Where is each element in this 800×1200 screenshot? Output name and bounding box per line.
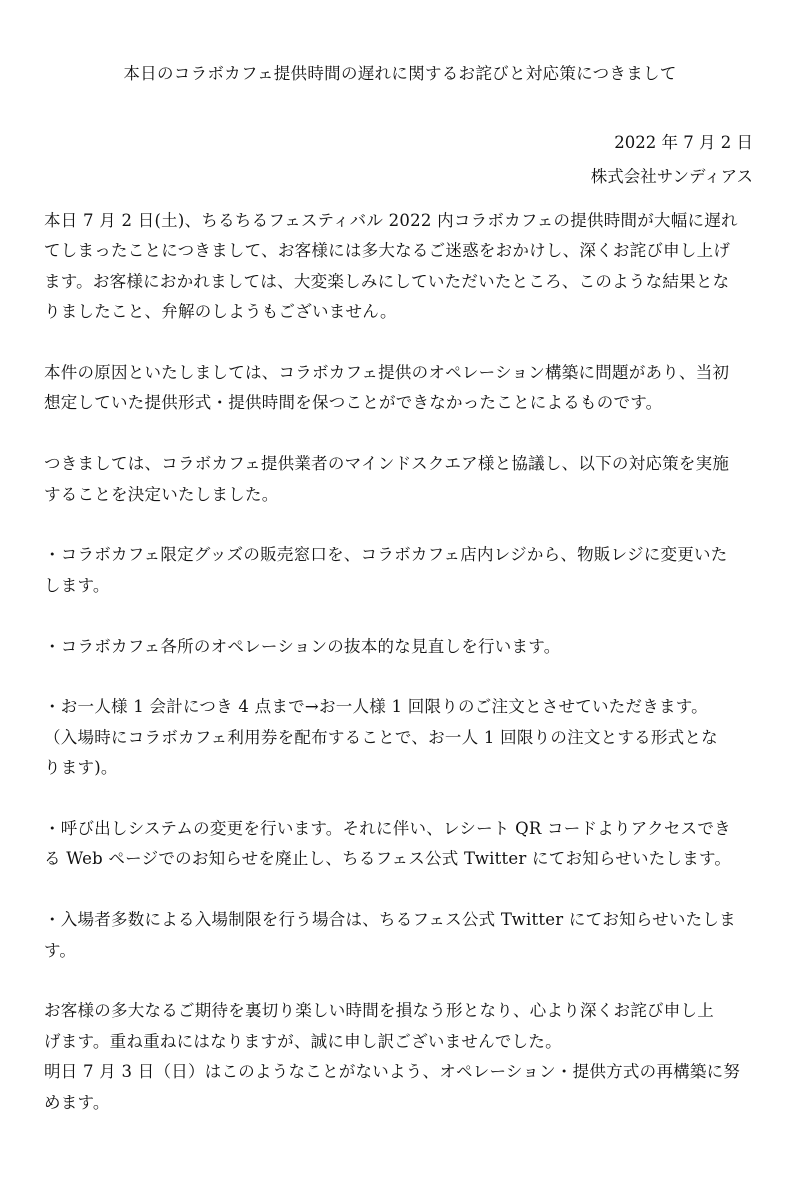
paragraph-line: る Web ページでのお知らせを廃止し、ちるフェス公式 Twitter にてお知らせいたします。 bbox=[44, 849, 732, 869]
paragraph-line: ります)。 bbox=[44, 758, 118, 778]
notice-body bbox=[44, 206, 760, 1118]
paragraph-line: （入場時にコラボカフェ利用券を配布することで、お一人 1 回限りの注文とする形式とな bbox=[44, 727, 718, 747]
paragraph-line: つきましては、コラボカフェ提供業者のマインドスクエア様と協議し、以下の対応策を実施 bbox=[44, 454, 730, 474]
paragraph bbox=[44, 449, 760, 510]
notice-date: 2022 年 7 月 2 日 bbox=[614, 133, 753, 152]
paragraph-line: ます。お客様におかれましては、大変楽しみにしていただいたところ、このような結果とな bbox=[44, 271, 730, 291]
paragraph-line: てしまったことにつきまして、お客様には多大なるご迷惑をおかけし、深くお詫び申し上げ bbox=[44, 241, 731, 261]
paragraph-line: めます。 bbox=[44, 1092, 110, 1112]
paragraph bbox=[44, 905, 760, 966]
paragraph-line: ・お一人様 1 会計につき 4 点まで→お一人様 1 回限りのご注文とさせていただきます。 bbox=[44, 697, 708, 717]
paragraph bbox=[44, 692, 760, 783]
paragraph-line: ・コラボカフェ限定グッズの販売窓口を、コラボカフェ店内レジから、物販レジに変更いた bbox=[44, 545, 728, 565]
paragraph bbox=[44, 206, 760, 328]
paragraph-line: す。 bbox=[44, 940, 77, 960]
paragraph-line: ・コラボカフェ各所のオペレーションの抜本的な見直しを行います。 bbox=[44, 636, 561, 656]
company-name: 株式会社サンディアス bbox=[590, 167, 753, 186]
paragraph-line: りましたこと、弁解のしようもございません。 bbox=[44, 302, 397, 322]
page-title: 本日のコラボカフェ提供時間の遅れに関するお詫びと対応策につきまして bbox=[123, 64, 677, 83]
paragraph-line: することを決定いたしました。 bbox=[44, 484, 279, 504]
paragraph bbox=[44, 540, 760, 601]
paragraph-line: します。 bbox=[44, 575, 110, 595]
paragraph bbox=[44, 358, 760, 419]
paragraph bbox=[44, 814, 760, 875]
paragraph-line: ・呼び出しシステムの変更を行います。それに伴い、レシート QR コードよりアクセスでき bbox=[44, 819, 731, 839]
paragraph-line: ・入場者多数による入場制限を行う場合は、ちるフェス公式 Twitter にてお知らせいたしま bbox=[44, 910, 736, 930]
paragraph bbox=[44, 632, 760, 662]
paragraph-line: お客様の多大なるご期待を裏切り楽しい時間を損なう形となり、心より深くお詫び申し上 bbox=[44, 1001, 714, 1021]
paragraph-line: げます。重ね重ねにはなりますが、誠に申し訳ございませんでした。 bbox=[44, 1031, 562, 1051]
paragraph-line: 本件の原因といたしましては、コラボカフェ提供のオペレーション構築に問題があり、当初 bbox=[44, 363, 730, 383]
paragraph-line: 明日 7 月 3 日（日）はこのようなことがないよう、オペレーション・提供方式の再構築に努 bbox=[44, 1062, 741, 1082]
paragraph-line: 想定していた提供形式・提供時間を保つことができなかったことによるものです。 bbox=[44, 393, 663, 413]
paragraph bbox=[44, 996, 760, 1118]
paragraph-line: 本日 7 月 2 日(土)、ちるちるフェスティバル 2022 内コラボカフェの提供時間が大幅に遅れ bbox=[44, 211, 738, 230]
header-meta bbox=[591, 126, 753, 194]
